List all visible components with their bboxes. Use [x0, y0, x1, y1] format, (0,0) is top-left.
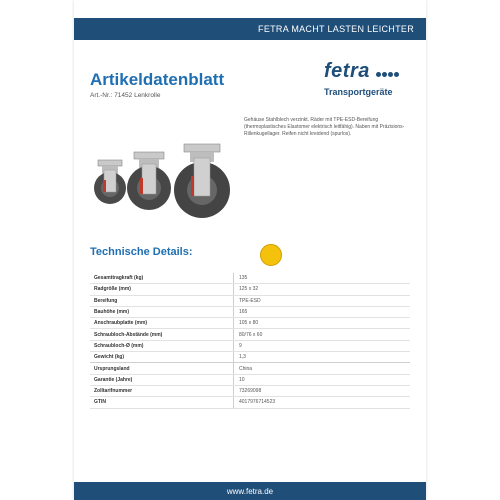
spec-label: Schraubloch-Abstände (mm): [90, 329, 234, 340]
spec-label: Gesamttragkraft (kg): [90, 273, 234, 284]
header-bar: [74, 18, 426, 40]
spec-row: [90, 397, 410, 408]
spec-row: [90, 374, 410, 385]
article-number: Art.-Nr.: 71452 Lenkrolle: [90, 92, 161, 99]
spec-table: [90, 273, 410, 409]
logo-subtitle: Transportgeräte: [324, 87, 393, 97]
logo-word: fetra: [324, 60, 370, 82]
spec-value: 73269098: [234, 385, 411, 396]
spec-row: [90, 295, 410, 306]
logo-dots-icon: [376, 64, 400, 82]
spec-label: Bauhöhe (mm): [90, 306, 234, 317]
caster-wheels-image: [92, 142, 232, 220]
spec-value: 4017976714523: [234, 397, 411, 408]
spec-row: [90, 363, 410, 374]
spec-row: [90, 329, 410, 340]
spec-value: 125 x 32: [234, 284, 411, 295]
spec-label: Ursprungsland: [90, 363, 234, 374]
spec-label: GTIN: [90, 397, 234, 408]
header-slogan: FETRA MACHT LASTEN LEICHTER: [258, 24, 414, 34]
spec-label: Bereifung: [90, 295, 234, 306]
datasheet-page: [74, 0, 426, 500]
technical-details-heading: Technische Details:: [90, 246, 193, 258]
product-description: Gehäuse Stahlblech verzinkt. Räder mit TPE-ESD-Bereifung (thermoplastisches Elastomer elektrisch leitfähig). Naben mit Präzisions-Rillenkugellager. Reifen nicht kreidend (spurlos).: [244, 117, 405, 137]
spec-value: 165: [234, 306, 411, 317]
spec-row: [90, 284, 410, 295]
spec-value: 80/76 x 60: [234, 329, 411, 340]
warranty-badge-icon: [260, 244, 282, 266]
fetra-logo: [324, 60, 414, 97]
footer-url[interactable]: www.fetra.de: [226, 486, 274, 496]
spec-label: Zolltarifnummer: [90, 385, 234, 396]
spec-label: Anschraubplatte (mm): [90, 318, 234, 329]
spec-label: Garantie (Jahre): [90, 374, 234, 385]
spec-value: 9: [234, 340, 411, 351]
spec-value: China: [234, 363, 411, 374]
spec-row: [90, 352, 410, 363]
caster-large-icon: [174, 144, 230, 218]
spec-row: [90, 385, 410, 396]
caster-medium-icon: [127, 152, 171, 210]
spec-value: 105 x 80: [234, 318, 411, 329]
caster-small-icon: [94, 160, 126, 204]
spec-label: Gewicht (kg): [90, 352, 234, 363]
footer-bar: [74, 482, 426, 500]
spec-row: [90, 306, 410, 317]
spec-value: 1,3: [234, 352, 411, 363]
spec-row: [90, 340, 410, 351]
spec-value: 10: [234, 374, 411, 385]
spec-row: [90, 273, 410, 284]
spec-value: 135: [234, 273, 411, 284]
spec-label: Schraubloch-Ø (mm): [90, 340, 234, 351]
spec-row: [90, 318, 410, 329]
spec-label: Radgröße (mm): [90, 284, 234, 295]
spec-value: TPE-ESD: [234, 295, 411, 306]
document-title: Artikeldatenblatt: [90, 70, 225, 89]
